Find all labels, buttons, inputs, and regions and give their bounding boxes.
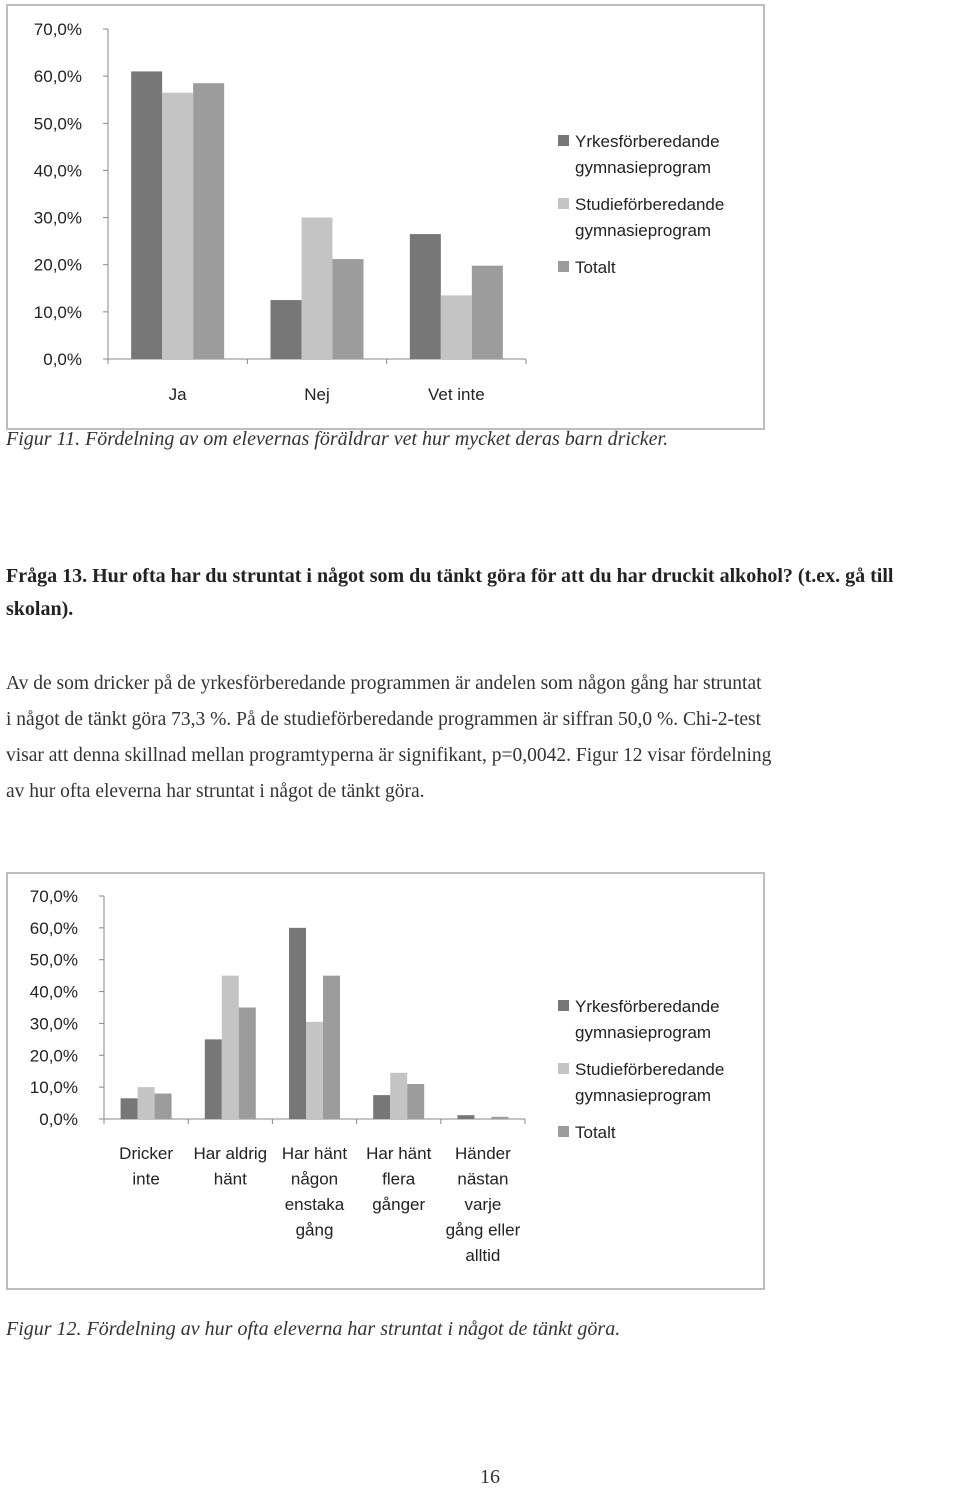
figure-11-chart [6,4,765,430]
legend-label: Studieförberedande [575,1060,725,1079]
paragraph-line: i något de tänkt göra 73,3 %. På de studieförberedande programmen är siffran 50,0 %. Chi-2-test [6,709,762,730]
category-label: nästan [457,1169,509,1189]
y-tick-label: 10,0% [33,302,82,322]
bar [131,71,162,359]
legend-label: Totalt [575,1123,616,1142]
legend-label: Studieförberedande [575,195,725,214]
y-tick-label: 70,0% [33,20,82,39]
category-label: hänt [213,1169,247,1189]
figure-12-caption: Figur 12. Fördelning av hur ofta eleverna har struntat i något de tänkt göra. [6,1318,621,1340]
y-tick-label: 20,0% [29,1046,78,1066]
bar [410,234,441,359]
question-paragraph [6,666,960,810]
figure-12-chart [6,872,765,1290]
legend-swatch [558,135,569,146]
paragraph-line: av hur ofta eleverna har struntat i något de tänkt göra. [6,781,425,802]
bar [121,1098,138,1119]
y-tick-label: 0,0% [43,350,82,369]
category-label: gång [295,1220,334,1240]
category-label: Händer [455,1144,511,1163]
category-label: Nej [304,385,330,404]
legend-label: Totalt [575,258,616,277]
y-tick-label: 50,0% [29,950,78,970]
bar [222,976,239,1119]
category-label: Dricker [119,1144,174,1163]
legend-swatch [558,1000,569,1011]
category-label: inte [132,1169,160,1189]
legend-label: gymnasieprogram [575,158,712,177]
page-number: 16 [480,1466,500,1488]
y-tick-label: 70,0% [29,887,78,906]
category-label: gånger [372,1195,426,1214]
category-label: alltid [465,1246,501,1265]
bar [306,1022,323,1119]
y-tick-label: 0,0% [39,1110,78,1129]
bar [491,1117,508,1119]
bar [474,1118,491,1119]
question-heading: Fråga 13. Hur ofta har du struntat i något som du tänkt göra för att du har druckit alkohol? (t.ex. gå till skolan). [6,565,894,620]
bar [162,93,193,359]
legend-label: gymnasieprogram [575,1023,712,1042]
y-tick-label: 60,0% [33,67,82,87]
y-tick-label: 10,0% [29,1078,78,1098]
bar [138,1087,155,1119]
bar [205,1039,222,1119]
category-label: Vet inte [427,385,485,404]
legend-label: Yrkesförberedande [575,132,720,151]
paragraph-line: visar att denna skillnad mellan programtyperna är signifikant, p=0,0042. Figur 12 visar fördelning [6,745,772,766]
category-label: någon [290,1169,339,1189]
bar [373,1095,390,1119]
bar [472,266,503,359]
y-tick-label: 60,0% [29,918,78,938]
figure-12-svg [8,874,767,1292]
y-tick-label: 50,0% [33,114,82,134]
legend-swatch [558,1126,569,1137]
category-label: Har aldrig [193,1144,268,1163]
bar [155,1094,172,1119]
bar [457,1115,474,1119]
y-tick-label: 20,0% [33,255,82,275]
bar [289,928,306,1119]
legend-swatch [558,1063,569,1074]
category-label: varje [464,1195,502,1214]
category-label: Har hänt [366,1144,432,1163]
bar [239,1008,256,1120]
legend-swatch [558,261,569,272]
legend-label: Yrkesförberedande [575,997,720,1016]
category-label: enstaka [284,1195,345,1214]
y-tick-label: 40,0% [29,982,78,1002]
bar [323,976,340,1119]
bar [271,300,302,359]
bar [441,295,472,359]
bar [193,83,224,359]
category-label: gång eller [445,1220,521,1240]
figure-11-caption: Figur 11. Fördelning av om elevernas föräldrar vet hur mycket deras barn dricker. [6,428,669,450]
legend-label: gymnasieprogram [575,1086,712,1105]
bar [390,1073,407,1119]
legend-label: gymnasieprogram [575,221,712,240]
category-label: Har hänt [281,1144,348,1163]
y-tick-label: 30,0% [29,1014,78,1034]
legend-swatch [558,198,569,209]
y-tick-label: 30,0% [33,208,82,228]
bar [333,259,364,359]
category-label: flera [382,1169,416,1189]
paragraph-line: Av de som dricker på de yrkesförberedande programmen är andelen som någon gång har struntat [6,673,762,694]
bar [302,218,333,359]
y-tick-label: 40,0% [33,161,82,181]
bar [407,1084,424,1119]
figure-11-svg [8,6,767,432]
category-label: Ja [168,385,187,404]
